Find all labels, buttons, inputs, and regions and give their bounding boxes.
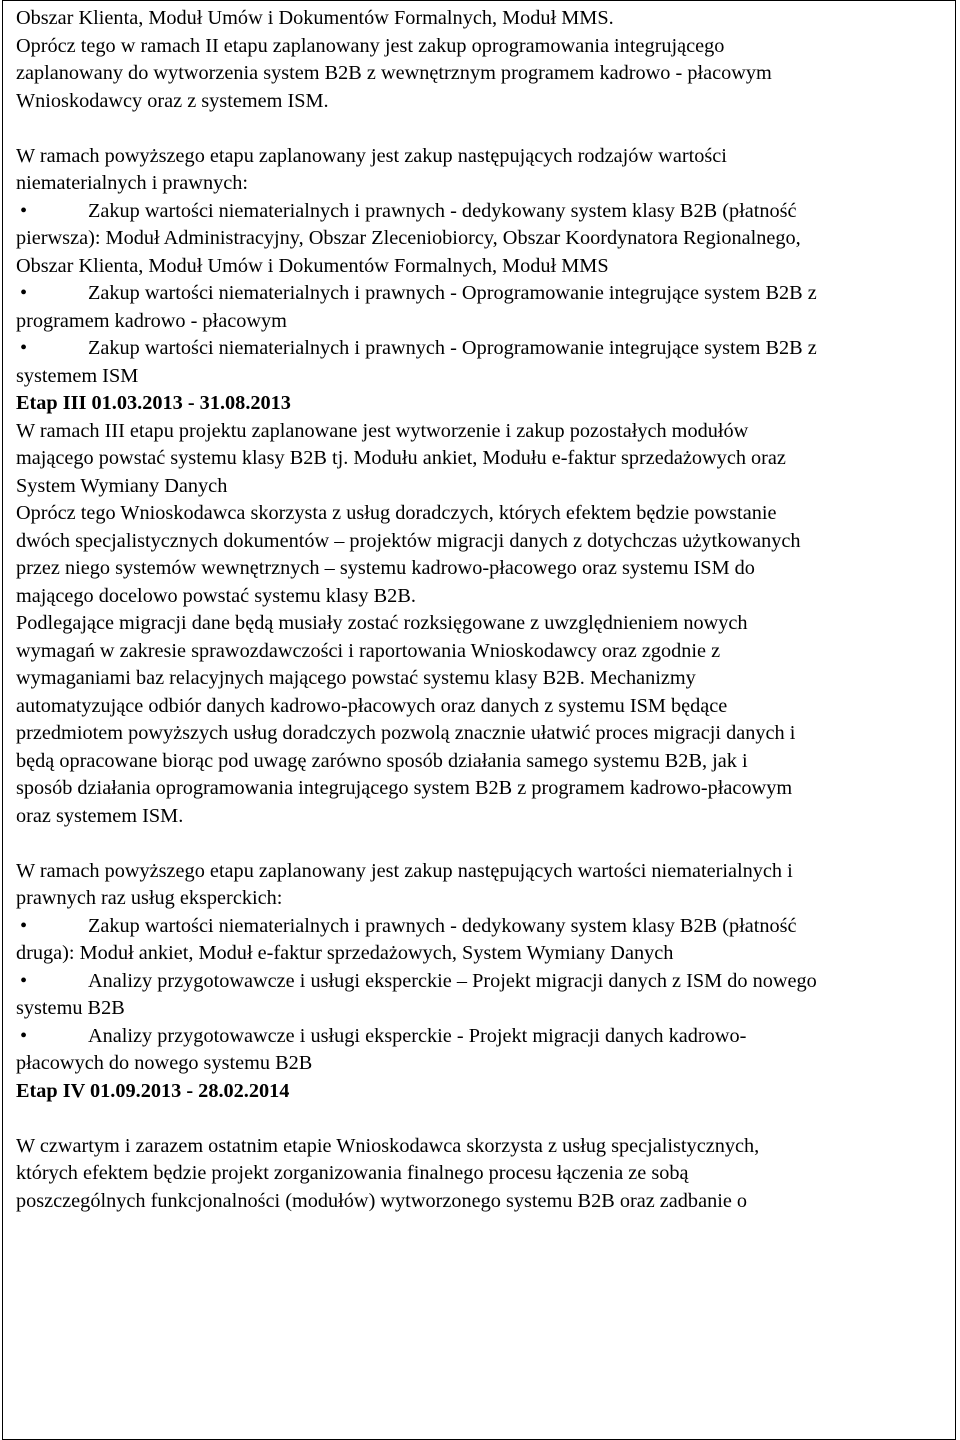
bullet-marker: •: [20, 914, 28, 937]
text-line: oraz systemem ISM.: [16, 804, 184, 827]
text-line: poszczególnych funkcjonalności (modułów) wytworzonego systemu B2B oraz zadbanie o: [16, 1189, 748, 1212]
text-line: W czwartym i zarazem ostatnim etapie Wnioskodawca skorzysta z usług specjalistycznych,: [16, 1134, 760, 1157]
text-line: prawnych raz usług eksperckich:: [16, 887, 283, 909]
text-line: zaplanowany do wytworzenia system B2B z wewnętrznym programem kadrowo - płacowym: [16, 62, 772, 84]
bullet-marker: •: [20, 337, 28, 359]
text-line: będą opracowane biorąc pod uwagę zarówno sposób działania samego systemu B2B, jak i: [16, 749, 748, 772]
text-line: sposób działania oprogramowania integrującego system B2B z programem kadrowo-płacowym: [16, 777, 793, 799]
bullet-list-stage3: [16, 913, 941, 1078]
bullet-marker: •: [20, 969, 28, 992]
list-item: [16, 913, 941, 968]
text-line: mającego docelowo powstać systemu klasy B2B.: [16, 584, 416, 607]
text-line: Oprócz tego w ramach II etapu zaplanowany jest zakup oprogramowania integrującego: [16, 34, 725, 57]
list-item-text: Zakup wartości niematerialnych i prawnych - dedykowany system klasy B2B (płatność: [88, 199, 797, 222]
list-item: [16, 1023, 941, 1078]
list-item: [16, 280, 941, 335]
text-line: W ramach powyższego etapu zaplanowany jest zakup następujących wartości niematerialnych i: [16, 859, 793, 882]
document-page: [2, 0, 956, 1440]
text-line: Wnioskodawcy oraz z systemem ISM.: [16, 89, 329, 112]
bullet-marker: •: [20, 282, 28, 304]
intro-paragraph: [16, 5, 941, 115]
stage3-heading: Etap III 01.03.2013 - 31.08.2013: [16, 392, 291, 414]
text-line: dwóch specjalistycznych dokumentów – projektów migracji danych z dotychczas użytkowanych: [16, 529, 801, 552]
list-item-text: Zakup wartości niematerialnych i prawnych - Oprogramowanie integrujące system B2B z: [88, 337, 817, 359]
list-item-text: Analizy przygotowawcze i usługi eksperckie – Projekt migracji danych z ISM do nowego: [88, 969, 817, 992]
text-line: Obszar Klienta, Moduł Umów i Dokumentów Formalnych, Moduł MMS: [16, 254, 609, 277]
text-line: Obszar Klienta, Moduł Umów i Dokumentów Formalnych, Moduł MMS.: [16, 7, 614, 29]
text-line: W ramach III etapu projektu zaplanowane jest wytworzenie i zakup pozostałych modułów: [16, 419, 749, 442]
text-line: wymagań w zakresie sprawozdawczości i raportowania Wnioskodawcy oraz zgodnie z: [16, 639, 721, 662]
list-item-text: Analizy przygotowawcze i usługi eksperckie - Projekt migracji danych kadrowo-: [88, 1024, 747, 1047]
text-line: druga): Moduł ankiet, Moduł e-faktur sprzedażowych, System Wymiany Danych: [16, 942, 674, 964]
list-item-text: Zakup wartości niematerialnych i prawnych - Oprogramowanie integrujące system B2B z: [88, 282, 817, 304]
text-line: pierwsza): Moduł Administracyjny, Obszar Zleceniobiorcy, Obszar Koordynatora Regionalnego,: [16, 227, 801, 249]
scope-paragraph-stage3: [16, 858, 941, 913]
text-line: systemem ISM: [16, 364, 139, 387]
text-line: płacowych do nowego systemu B2B: [16, 1052, 313, 1074]
list-item: [16, 335, 941, 390]
stage3-paragraph: [16, 418, 941, 831]
text-line: Oprócz tego Wnioskodawca skorzysta z usług doradczych, których efektem będzie powstanie: [16, 502, 777, 524]
stage4-paragraph: [16, 1133, 941, 1216]
bullet-list-stage2: [16, 198, 941, 391]
list-item: [16, 968, 941, 1023]
text-line: przedmiotem powyższych usług doradczych pozwolą znacznie ułatwić proces migracji danych i: [16, 722, 796, 744]
text-line: Podlegające migracji dane będą musiały zostać rozksięgowane z uwzględnieniem nowych: [16, 612, 748, 634]
text-line: przez niego systemów wewnętrznych – systemu kadrowo-płacowego oraz systemu ISM do: [16, 557, 755, 579]
text-line: niematerialnych i prawnych:: [16, 172, 249, 194]
text-line: mającego powstać systemu klasy B2B tj. Modułu ankiet, Modułu e-faktur sprzedażowych oraz: [16, 447, 786, 469]
stage4-heading: Etap IV 01.09.2013 - 28.02.2014: [16, 1079, 290, 1102]
text-line: System Wymiany Danych: [16, 474, 228, 497]
text-line: wymaganiami baz relacyjnych mającego powstać systemu klasy B2B. Mechanizmy: [16, 667, 696, 689]
text-line: W ramach powyższego etapu zaplanowany jest zakup następujących rodzajów wartości: [16, 144, 727, 167]
list-item-text: Zakup wartości niematerialnych i prawnych - dedykowany system klasy B2B (płatność: [88, 914, 797, 937]
bullet-marker: •: [20, 1024, 28, 1047]
text-line: których efektem będzie projekt zorganizowania finalnego procesu łączenia ze sobą: [16, 1162, 689, 1184]
bullet-marker: •: [20, 199, 28, 222]
text-line: automatyzujące odbiór danych kadrowo-płacowych oraz danych z systemu ISM będące: [16, 694, 728, 717]
list-item: [16, 198, 941, 281]
text-line: programem kadrowo - płacowym: [16, 309, 287, 332]
scope-paragraph-stage2: [16, 143, 941, 198]
text-line: systemu B2B: [16, 997, 125, 1019]
